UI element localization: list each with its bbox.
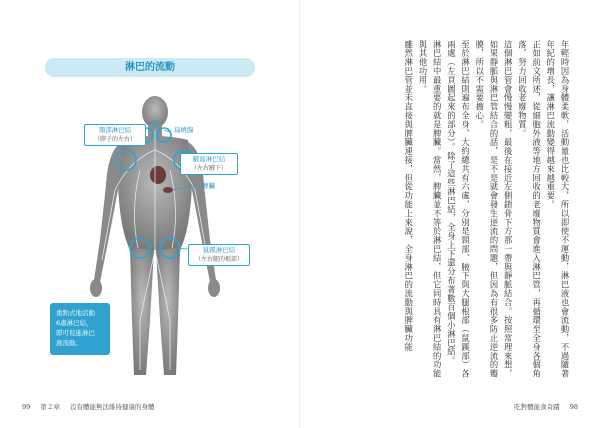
inguinal-lymph-label [188,244,250,266]
right-page [300,0,600,428]
tip-note-line-2: 6處淋巴結， [56,319,93,327]
heart-shape [150,166,166,184]
left-page-number: 99 [22,403,31,411]
figure-title-bar [45,58,255,77]
inguinal-lymph-label-text: 鼠蹊淋巴結 [202,246,236,254]
neck-lymph-label [84,124,146,146]
axillary-lymph-label-sub: （左右腋下） [190,165,227,172]
paragraph: 正如前文所述，從細胞外液等地方回收的老廢物質會進入淋巴管，再循環至全身各個角落，努力回收老廢物質。 [517,40,542,379]
body-text [322,40,572,380]
left-footer [22,402,162,411]
paragraph: 這個淋巴管會慢慢變粗，最後在接近左側鎖骨下方那一帶與靜脈結合。按照常理來想，如果靜脈與淋巴管結合的話，是不是就會發生逆流的問題，但因為有很多防止逆流的瓣膜，所以不需要擔心。 [474,40,514,379]
figure-title: 淋巴的流動 [125,62,175,73]
neck-lymph-label-sub: （脖子的左右） [93,136,136,143]
chapter-number: 第２章 [40,403,60,411]
right-hand-shape [208,279,220,297]
spleen-label: 脾臟 [202,182,215,190]
paragraph: 淋巴結中最重要的就是脾臟。當然，脾臟並不等於淋巴結，但它同時具有淋巴結的功能與其他功用。 [417,40,443,379]
axillary-lymph-label [180,153,238,175]
left-hand-shape [90,279,102,297]
paragraph: 雖然淋巴管並未直接與脾臟連接，但從功能上來說，全身淋巴的流動與脾臟功能 [403,40,414,352]
axillary-lymph-label-text: 腋窩淋巴結 [192,155,226,163]
right-footer [506,402,578,411]
inguinal-lymph-label-sub: （左右腿的根部） [194,256,243,263]
head-shape [142,96,168,128]
running-title: 吃對體能食奇蹟 [514,403,560,411]
tonsil-label: 扁桃腺 [174,126,194,134]
right-page-number: 98 [569,403,578,411]
tip-note-line-3: 即可促進淋巴 [56,329,95,337]
neck-lymph-label-text: 頸部淋巴結 [98,126,132,134]
spleen-marker [163,187,173,193]
chapter-title: 沒有體能無法維持健康的身體 [69,403,155,411]
paragraph: 至於淋巴結則遍布全身，大約總共有六處，分別是頸部、腋下與大腿根部（鼠蹊部）各兩處（左頁圖起來的部分）。除了這些淋巴結，全身上下還分布著數百個小淋巴結。 [446,40,471,379]
tip-note-line-4: 液流動。 [56,339,82,347]
left-arm-shape [94,142,122,282]
paragraph: 年輕時因為身體柔軟，活動量也比較大，所以即使不運動，淋巴液也會流動，不過隨著年紀的增長，讓淋巴流動變得越來越重要。 [545,40,570,379]
tip-note-line-1: 重點式地活動 [56,309,95,317]
tip-note-box [50,303,110,355]
